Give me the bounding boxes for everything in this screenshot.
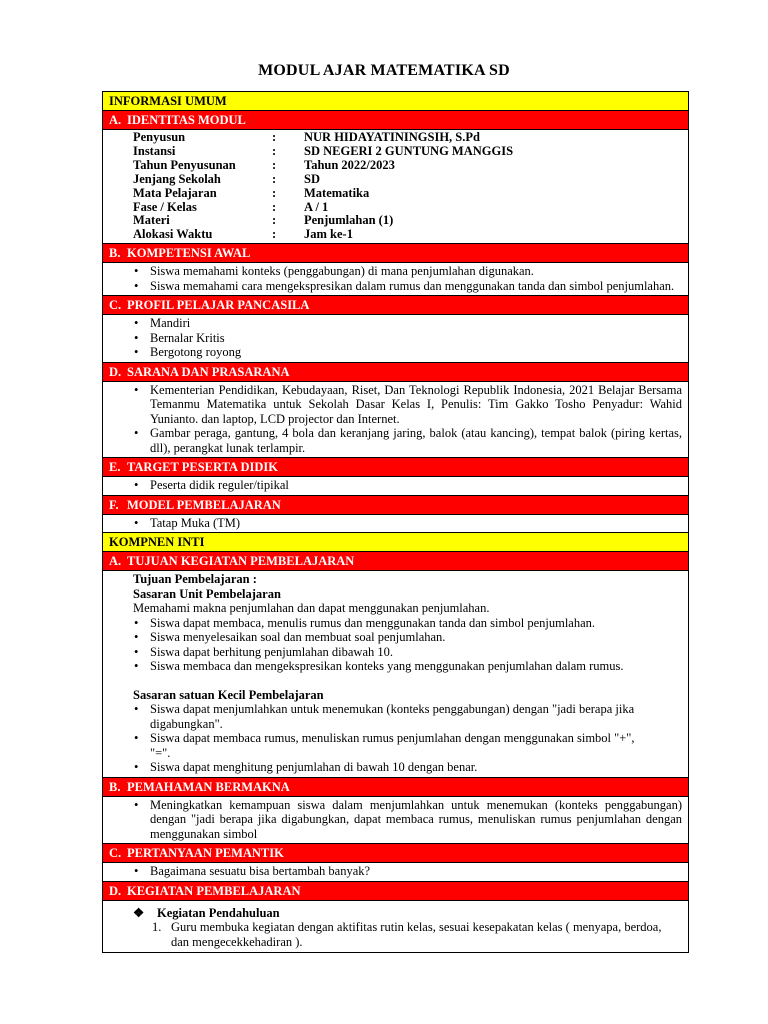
pemahaman-list [103, 798, 682, 842]
field-label: Fase / Kelas [133, 199, 197, 214]
section-profil-pancasila [103, 295, 688, 314]
pemahaman-body [103, 796, 688, 844]
section-heading: PERTANYAAN PEMANTIK [127, 846, 284, 861]
field-separator: : [272, 157, 277, 172]
sarana-body [103, 381, 688, 458]
section-number: B. [109, 246, 121, 261]
field-value: Jam ke-1 [304, 227, 353, 242]
list-item: • Mandiri [150, 316, 682, 331]
section-number: C. [109, 298, 122, 313]
field-value: Tahun 2022/2023 [304, 157, 395, 172]
list-item: • Siswa memahami konteks (penggabungan) di mana penjumlahan digunakan. [150, 264, 682, 279]
section-heading: KEGIATAN PEMBELAJARAN [127, 883, 301, 898]
identitas-row [133, 214, 513, 228]
sasaran-unit-text: Memahami makna penjumlahan dan dapat menggunakan penjumlahan. [133, 601, 490, 616]
section-sarana-prasarana [103, 362, 688, 381]
target-list [103, 478, 682, 493]
document-title: MODUL AJAR MATEMATIKA SD [258, 62, 510, 79]
field-value: Matematika [304, 185, 370, 200]
field-value: SD NEGERI 2 GUNTUNG MANGGIS [304, 143, 514, 158]
identitas-row [133, 228, 513, 242]
diamond-bullet-icon: ❖ [133, 905, 145, 920]
field-value: Penjumlahan (1) [304, 213, 394, 228]
list-item: • Tatap Muka (TM) [150, 516, 682, 531]
list-item: • Siswa dapat menghitung penjumlahan di bawah 10 dengan benar. [150, 760, 642, 775]
field-label: Tahun Penyusunan [133, 157, 236, 172]
sasaran-kecil-list [103, 702, 682, 775]
field-separator: : [272, 213, 277, 228]
section-komponen-inti: KOMPNEN INTI [103, 532, 688, 551]
sasaran-kecil-label: Sasaran satuan Kecil Pembelajaran [133, 687, 324, 702]
list-item [152, 920, 676, 949]
section-pemahaman-bermakna [103, 777, 688, 796]
pertanyaan-list [103, 864, 682, 879]
kegiatan-body [103, 900, 688, 953]
identitas-body [103, 129, 688, 243]
list-item: • Siswa dapat berhitung penjumlahan dibawah 10. [150, 645, 682, 660]
section-heading: SARANA DAN PRASARANA [127, 364, 290, 379]
section-number: D. [109, 883, 122, 898]
step-number: 1. [152, 920, 162, 935]
list-item: • Bagaimana sesuatu bisa bertambah banyak? [150, 864, 682, 879]
identitas-row [133, 145, 513, 159]
field-separator: : [272, 185, 277, 200]
list-item: • Siswa dapat membaca rumus, menuliskan rumus penjumlahan dengan menggunakan simbol "+", "=". [150, 731, 642, 760]
section-pertanyaan-pemantik [103, 843, 688, 862]
profil-body [103, 314, 688, 362]
list-item: • Siswa menyelesaikan soal dan membuat soal penjumlahan. [150, 630, 682, 645]
section-heading: TARGET PESERTA DIDIK [127, 460, 278, 475]
identitas-row [133, 173, 513, 187]
section-tujuan-kegiatan [103, 551, 688, 570]
section-number: A. [109, 554, 122, 569]
section-kompetensi-awal [103, 243, 688, 262]
step-text: Guru membuka kegiatan dengan aktifitas rutin kelas, sesuai kesepakatan kelas ( menyapa, berdoa, dan mengecekkehadiran ). [171, 920, 662, 949]
list-item: • Bernalar Kritis [150, 331, 682, 346]
identitas-row [133, 201, 513, 215]
list-item: • Gambar peraga, gantung, 4 bola dan keranjang jaring, balok (atau kancing), tempat balok (piring kertas, dll), perangkat lunak terlampir. [150, 426, 682, 455]
kompetensi-body [103, 262, 688, 295]
tujuan-body [103, 570, 688, 777]
sasaran-unit-label: Sasaran Unit Pembelajaran [133, 586, 281, 601]
section-number: E. [109, 460, 121, 475]
section-heading: TUJUAN KEGIATAN PEMBELAJARAN [127, 554, 355, 569]
field-separator: : [272, 227, 277, 242]
sasaran-unit-list [103, 616, 682, 674]
list-item: • Kementerian Pendidikan, Kebudayaan, Riset, Dan Teknologi Republik Indonesia, 2021 Belajar Bersama Temanmu Matematika untuk Sekolah Dasar Kelas I, Penulis: Tim Gakko Tosho Penyadur: Wahid Yunianto. dan laptop, LCD projector dan Internet. [150, 383, 682, 427]
field-value: NUR HIDAYATININGSIH, S.Pd [304, 130, 480, 144]
section-number: B. [109, 779, 121, 794]
list-item: • Siswa dapat membaca, menulis rumus dan menggunakan tanda dan simbol penjumlahan. [150, 616, 682, 631]
section-identitas-modul [103, 110, 688, 129]
kompetensi-list [103, 264, 682, 293]
section-heading: PROFIL PELAJAR PANCASILA [127, 298, 310, 313]
target-body [103, 476, 688, 495]
module-document [102, 91, 689, 953]
tujuan-label: Tujuan Pembelajaran : [133, 572, 257, 587]
field-label: Mata Pelajaran [133, 185, 217, 200]
kegiatan-pendahuluan-heading [103, 906, 682, 921]
section-heading: KOMPETENSI AWAL [127, 246, 251, 261]
sarana-list [103, 383, 682, 456]
section-number: D. [109, 364, 122, 379]
list-item: • Bergotong royong [150, 345, 682, 360]
field-label: Materi [133, 213, 170, 228]
section-number: F. [109, 497, 119, 512]
field-label: Penyusun [133, 130, 186, 144]
section-kegiatan-pembelajaran [103, 881, 688, 900]
list-item: • Peserta didik reguler/tipikal [150, 478, 682, 493]
pertanyaan-body [103, 862, 688, 881]
field-separator: : [272, 130, 277, 144]
spacer [103, 674, 682, 688]
field-label: Alokasi Waktu [133, 227, 213, 242]
sub-heading: Kegiatan Pendahuluan [157, 905, 280, 920]
field-separator: : [272, 171, 277, 186]
section-number: C. [109, 846, 122, 861]
field-separator: : [272, 199, 277, 214]
field-label: Instansi [133, 143, 176, 158]
list-item: • Siswa membaca dan mengekspresikan konteks yang menggunakan penjumlahan dalam rumus. [150, 659, 682, 674]
profil-list [103, 316, 682, 360]
field-value: SD [304, 171, 320, 186]
model-list [103, 516, 682, 531]
section-model-pembelajaran [103, 495, 688, 514]
section-heading: PEMAHAMAN BERMAKNA [127, 779, 290, 794]
list-item: • Meningkatkan kemampuan siswa dalam menjumlahkan untuk menemukan (konteks penggabungan) dengan "jadi berapa jika digabungkan, dapat membaca rumus, menuliskan rumus penjumlahan dengan menggunakan simbol [150, 798, 682, 842]
identitas-row [133, 159, 513, 173]
section-number: A. [109, 113, 122, 127]
kegiatan-steps [103, 920, 682, 949]
identitas-row [133, 131, 513, 145]
identitas-table [133, 131, 513, 242]
list-item: • Siswa memahami cara mengekspresikan dalam rumus dan menggunakan tanda dan simbol penjumlahan. [150, 279, 682, 294]
section-heading: MODEL PEMBELAJARAN [127, 497, 281, 512]
list-item: • Siswa dapat menjumlahkan untuk menemukan (konteks penggabungan) dengan "jadi berapa jika digabungkan". [150, 702, 642, 731]
field-value: A / 1 [304, 199, 329, 214]
model-body [103, 514, 688, 533]
section-informasi-umum: INFORMASI UMUM [103, 91, 688, 110]
field-separator: : [272, 143, 277, 158]
identitas-row [133, 187, 513, 201]
field-label: Jenjang Sekolah [133, 171, 221, 186]
section-heading: IDENTITAS MODUL [127, 113, 246, 127]
section-target-peserta [103, 457, 688, 476]
